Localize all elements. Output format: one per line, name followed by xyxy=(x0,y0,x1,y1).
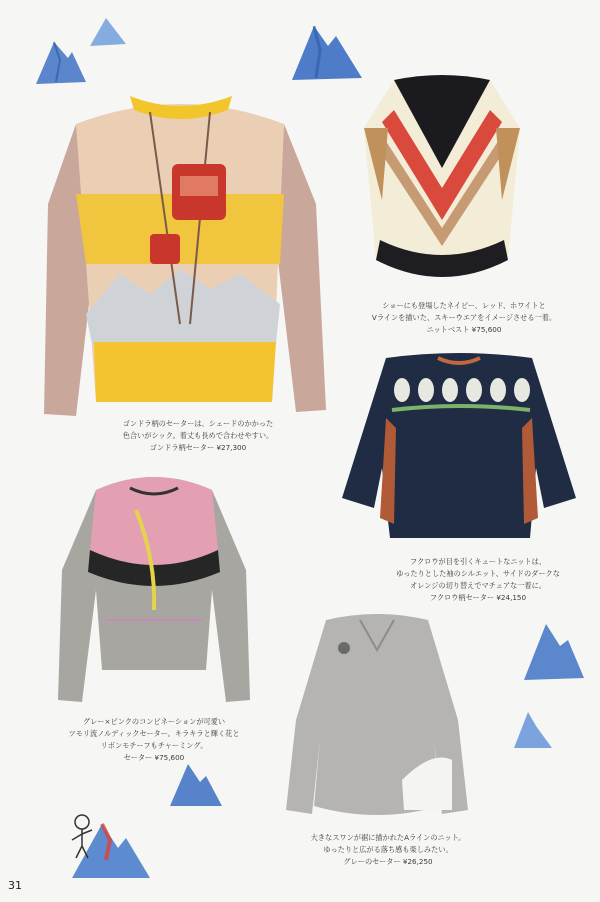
caption-line: Vラインを描いた、スキーウエアをイメージさせる一着。 xyxy=(371,313,557,322)
caption-line: グレー×ピンクのコンビネーションが可愛い xyxy=(82,717,226,726)
mountain-illustration xyxy=(168,760,224,810)
caption-price: グレーのセーター ¥26,250 xyxy=(343,857,433,866)
caption-line: リボンモチーフもチャーミング。 xyxy=(100,741,208,750)
caption-line: ショーにも登場したネイビー、レッド、ホワイトと xyxy=(382,301,546,310)
gondola-caption xyxy=(98,418,298,454)
gray-aline-sweater-image xyxy=(282,610,472,826)
owl-caption xyxy=(378,556,578,604)
caption-price: フクロウ柄セーター ¥24,150 xyxy=(429,593,527,602)
caption-line: オレンジの切り替えでマチュアな一着に。 xyxy=(410,581,546,590)
nordic-sweater-image xyxy=(56,470,252,710)
caption-price: セーター ¥75,600 xyxy=(123,753,185,762)
mountain-illustration xyxy=(88,16,128,48)
knit-vest-caption xyxy=(364,300,564,336)
caption-line: フクロウが目を引くキュートなニットは、 xyxy=(409,557,547,566)
gray-aline-caption xyxy=(288,832,488,868)
mountain-illustration xyxy=(290,20,364,84)
caption-line: ゆったりとした袖のシルエット、サイドのダークな xyxy=(396,569,560,578)
caption-line: ゆったりと広がる落ち感も楽しみたい。 xyxy=(323,845,453,854)
caption-price: ニットベスト ¥75,600 xyxy=(426,325,502,334)
caption-line: ツモリ流ノルディックセーター。キラキラと輝く花と xyxy=(68,729,240,738)
caption-line: ゴンドラ柄のセーターは、シェードのかかった xyxy=(122,419,274,428)
knit-vest-image xyxy=(354,70,530,292)
gondola-sweater-image xyxy=(40,84,330,420)
page-number: 31 xyxy=(8,879,22,892)
owl-sweater-image xyxy=(340,348,578,548)
caption-line: 色合いがシック。着丈も長めで合わせやすい。 xyxy=(122,431,274,440)
caption-price: ゴンドラ柄セーター ¥27,300 xyxy=(149,443,247,452)
caption-line: 大きなスワンが裾に描かれたAラインのニット。 xyxy=(310,833,466,842)
mountain-climber-illustration xyxy=(62,800,152,882)
mountain-illustration xyxy=(512,708,554,752)
mountain-illustration xyxy=(32,38,88,88)
nordic-caption xyxy=(54,716,254,764)
mountain-illustration xyxy=(520,620,586,686)
